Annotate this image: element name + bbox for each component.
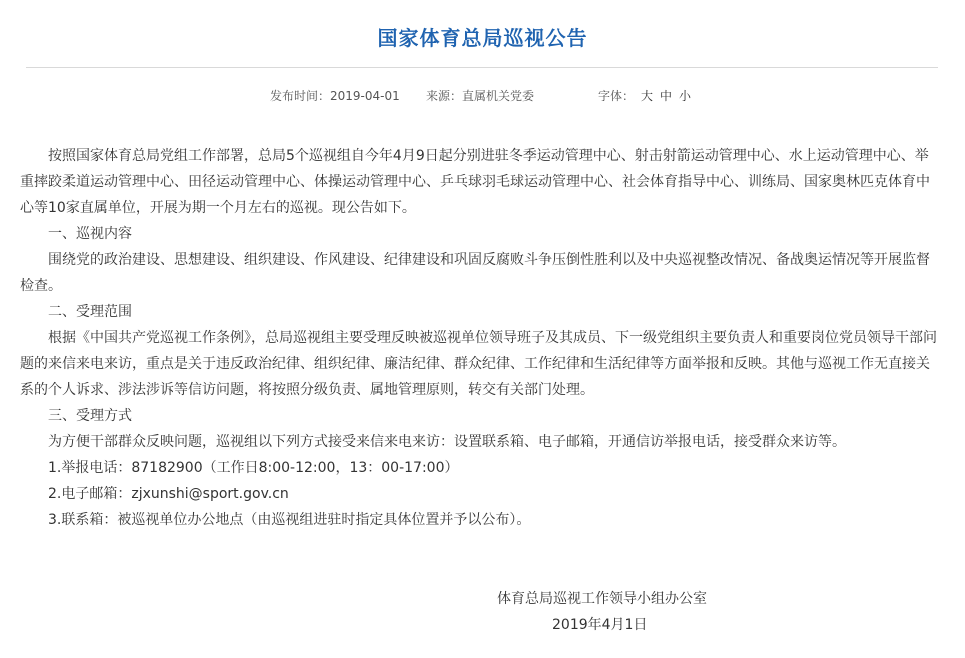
publish-date: 发布时间：2019-04-01 [270, 89, 400, 103]
article-body [20, 143, 938, 533]
paragraph-content: 围绕党的政治建设、思想建设、组织建设、作风建设、纪律建设和巩固反腐败斗争压倒性胜利以及中央巡视整改情况、备战奥运情况等开展监督检查。 [20, 252, 930, 294]
section-heading-content: 一、巡视内容 [48, 226, 132, 242]
report-box: 3.联系箱：被巡视单位办公地点（由巡视组进驻时指定具体位置并予以公布）。 [48, 512, 531, 528]
font-size-large-link[interactable]: 大 [641, 89, 654, 103]
report-phone: 1.举报电话：87182900（工作日8:00-12:00，13：00-17:00） [48, 460, 459, 476]
article-title: 国家体育总局巡视公告 [377, 26, 588, 50]
section-heading-method: 三、受理方式 [48, 408, 132, 424]
signature-date: 2019年4月1日 [552, 617, 648, 633]
signature-org: 体育总局巡视工作领导小组办公室 [497, 591, 707, 607]
section-heading-scope: 二、受理范围 [48, 304, 132, 320]
article-source: 来源：直属机关党委 [426, 89, 535, 103]
font-size-label: 字体： [598, 89, 635, 103]
report-email: 2.电子邮箱：zjxunshi@sport.gov.cn [48, 486, 289, 502]
font-size-medium-link[interactable]: 中 [660, 89, 673, 103]
article-meta [0, 87, 965, 105]
paragraph-intro: 按照国家体育总局党组工作部署，总局5个巡视组自今年4月9日起分别进驻冬季运动管理中心、射击射箭运动管理中心、水上运动管理中心、举重摔跤柔道运动管理中心、田径运动管理中心、体操运动管理中心、乒乓球羽毛球运动管理中心、社会体育指导中心、训练局、国家奥林匹克体育中心等10家直属单位，开展为期一个月左右的巡视。现公告如下。 [20, 148, 930, 216]
font-size-small-link[interactable]: 小 [679, 89, 692, 103]
paragraph-method: 为方便干部群众反映问题，巡视组以下列方式接受来信来电来访：设置联系箱、电子邮箱，开通信访举报电话，接受群众来访等。 [48, 434, 846, 450]
paragraph-scope: 根据《中国共产党巡视工作条例》，总局巡视组主要受理反映被巡视单位领导班子及其成员、下一级党组织主要负责人和重要岗位党员领导干部问题的来信来电来访，重点是关于违反政治纪律、组织纪律、廉洁纪律、群众纪律、工作纪律和生活纪律等方面举报和反映。其他与巡视工作无直接关系的个人诉求、涉法涉诉等信访问题，将按照分级负责、属地管理原则，转交有关部门处理。 [20, 330, 937, 398]
title-divider [26, 67, 938, 68]
